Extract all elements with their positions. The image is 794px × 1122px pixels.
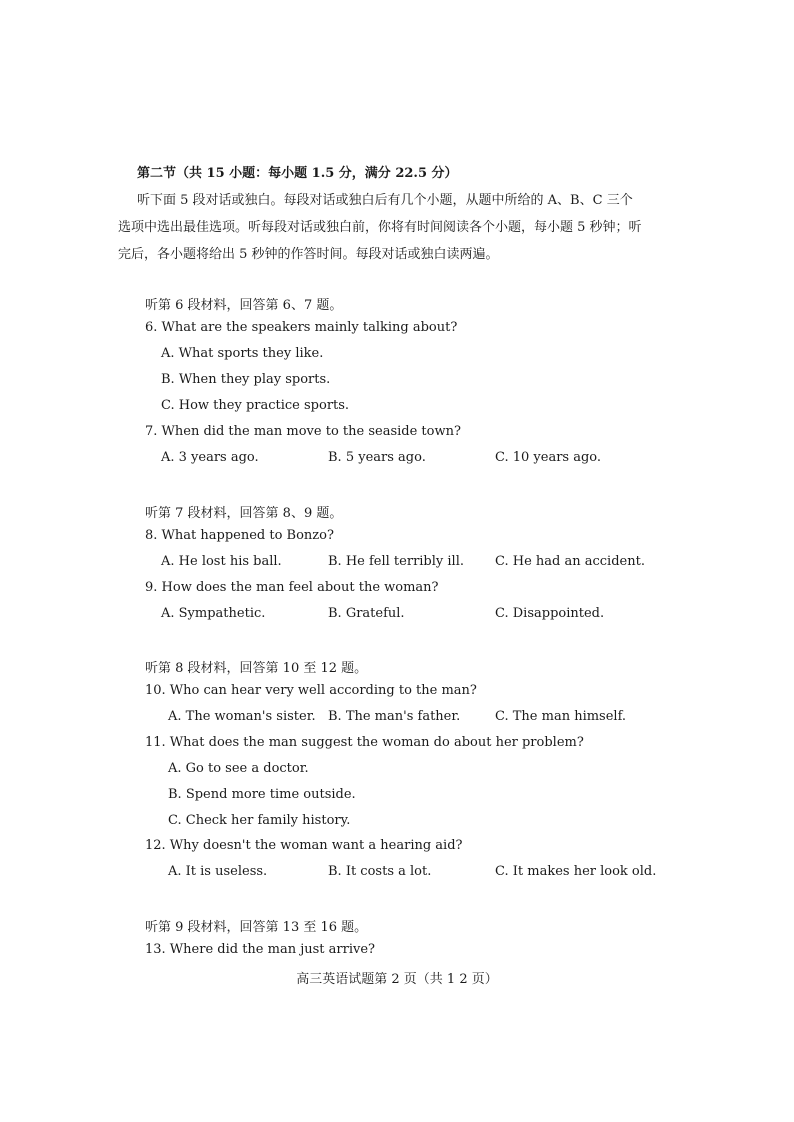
question-text: 8. What happened to Bonzo? <box>145 528 334 543</box>
option-a[interactable]: A. He lost his ball. <box>161 554 282 569</box>
option-c[interactable]: C. The man himself. <box>495 709 627 724</box>
option-a[interactable]: A. Sympathetic. <box>161 606 266 621</box>
passage-heading: 听第 7 段材料，回答第 8、9 题。 <box>145 506 343 521</box>
question-text: 13. Where did the man just arrive? <box>145 942 375 957</box>
section-instructions <box>118 187 678 268</box>
question-text: 9. How does the man feel about the woman? <box>145 580 439 595</box>
question-text: 10. Who can hear very well according to the man? <box>145 683 477 698</box>
option-c[interactable]: C. Disappointed. <box>495 606 605 621</box>
question-text: 12. Why doesn't the woman want a hearing aid? <box>145 838 463 853</box>
option-c[interactable]: C. 10 years ago. <box>495 450 602 465</box>
option-a[interactable]: A. The woman's sister. <box>168 709 316 724</box>
passage-heading: 听第 6 段材料，回答第 6、7 题。 <box>145 298 343 313</box>
option-b[interactable]: B. When they play sports. <box>161 372 331 387</box>
question-text: 6. What are the speakers mainly talking about? <box>145 320 458 335</box>
option-b[interactable]: B. It costs a lot. <box>328 864 432 879</box>
section-title: 第二节（共 15 小题：每小题 1.5 分，满分 22.5 分） <box>137 166 458 181</box>
option-c[interactable]: C. It makes her look old. <box>495 864 657 879</box>
passage-heading: 听第 8 段材料，回答第 10 至 12 题。 <box>145 661 368 676</box>
option-a[interactable]: A. What sports they like. <box>161 346 324 361</box>
instruction-line: 选项中选出最佳选项。听每段对话或独白前，你将有时间阅读各个小题，每小题 5 秒钟；听 <box>118 220 642 235</box>
option-a[interactable]: A. 3 years ago. <box>161 450 259 465</box>
question-text: 11. What does the man suggest the woman do about her problem? <box>145 735 584 750</box>
option-b[interactable]: B. 5 years ago. <box>328 450 426 465</box>
option-c[interactable]: C. How they practice sports. <box>161 398 350 413</box>
option-c[interactable]: C. He had an accident. <box>495 554 645 569</box>
instruction-line: 听下面 5 段对话或独白。每段对话或独白后有几个小题，从题中所给的 A、B、C 三个 <box>137 193 633 208</box>
option-b[interactable]: B. Grateful. <box>328 606 405 621</box>
option-b[interactable]: B. Spend more time outside. <box>168 787 356 802</box>
instruction-line: 完后，各小题将给出 5 秒钟的作答时间。每段对话或独白读两遍。 <box>118 247 499 262</box>
option-a[interactable]: A. It is useless. <box>168 864 268 879</box>
option-b[interactable]: B. The man's father. <box>328 709 461 724</box>
page-footer: 高三英语试题第 2 页（共 1 2 页） <box>296 972 498 987</box>
option-c[interactable]: C. Check her family history. <box>168 813 351 828</box>
option-a[interactable]: A. Go to see a doctor. <box>168 761 309 776</box>
question-text: 7. When did the man move to the seaside town? <box>145 424 461 439</box>
option-b[interactable]: B. He fell terribly ill. <box>328 554 464 569</box>
passage-heading: 听第 9 段材料，回答第 13 至 16 题。 <box>145 920 368 935</box>
